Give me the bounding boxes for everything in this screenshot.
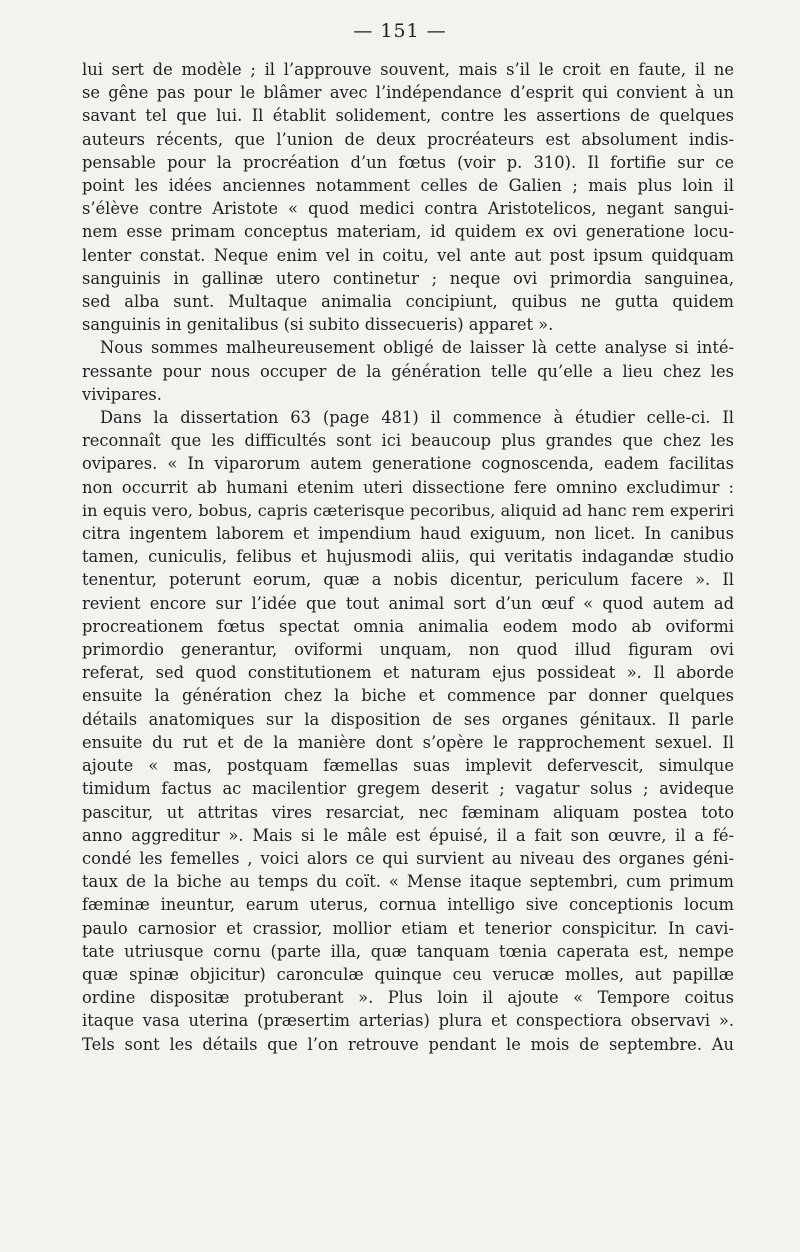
text-line: referat, sed quod constitutionem et naturam ejus possideat ». Il aborde [82, 663, 734, 683]
text-line: ensuite la génération chez la biche et commence par donner quelques [82, 686, 734, 706]
text-line: nem esse primam conceptus materiam, id quidem ex ovi generatione locu- [82, 222, 734, 242]
text-line: tenentur, poterunt eorum, quæ a nobis dicentur, periculum facere ». Il [82, 570, 734, 590]
text-line: lenter constat. Neque enim vel in coitu, vel ante aut post ipsum quidquam [82, 245, 734, 265]
text-line: détails anatomiques sur la disposition de ses organes génitaux. Il parle [82, 709, 734, 729]
text-line: sanguinis in genitalibus (si subito dissecueris) apparet ». [82, 315, 554, 335]
text-line: Nous sommes malheureusement obligé de laisser là cette analyse si inté- [100, 338, 734, 358]
text-line: anno aggreditur ». Mais si le mâle est épuisé, il a fait son œuvre, il a fé- [82, 825, 734, 845]
text-line: ajoute « mas, postquam fæmellas suas implevit defervescit, simulque [82, 756, 734, 776]
text-line: fæminæ ineuntur, earum uterus, cornua intelligo sive conceptionis locum [82, 895, 734, 915]
text-line: non occurrit ab humani etenim uteri dissectione fere omnino excludimur : [82, 477, 734, 497]
text-line: condé les femelles , voici alors ce qui survient au niveau des organes géni- [82, 848, 734, 868]
text-line: se gêne pas pour le blâmer avec l’indépendance d’esprit qui convient à un [82, 83, 734, 103]
text-line: point les idées anciennes notamment celles de Galien ; mais plus loin il [82, 176, 734, 196]
text-line: quæ spinæ objicitur) caronculæ quinque ceu verucæ molles, aut papillæ [82, 964, 734, 984]
text-line: ressante pour nous occuper de la génération telle qu’elle a lieu chez les [82, 361, 734, 381]
text-line: ovipares. « In viparorum autem generatione cognoscenda, eadem facilitas [82, 454, 734, 474]
text-line: tamen, cuniculis, felibus et hujusmodi aliis, qui veritatis indagandæ studio [82, 547, 734, 567]
text-line: Tels sont les détails que l’on retrouve pendant le mois de septembre. Au [82, 1034, 734, 1054]
text-line: tate utriusque cornu (parte illa, quæ tanquam tœnia caperata est, nempe [82, 941, 734, 961]
text-line: itaque vasa uterina (præsertim arterias) plura et conspectiora observavi ». [82, 1011, 734, 1031]
text-line: revient encore sur l’idée que tout animal sort d’un œuf « quod autem ad [82, 593, 734, 613]
text-line: auteurs récents, que l’union de deux procréateurs est absolument indis- [82, 129, 734, 149]
text-line: savant tel que lui. Il établit solidement, contre les assertions de quelques [82, 106, 734, 126]
text-line: sed alba sunt. Multaque animalia concipiunt, quibus ne gutta quidem [82, 292, 734, 312]
text-line: reconnaît que les difficultés sont ici beaucoup plus grandes que chez les [82, 431, 734, 451]
text-line: taux de la biche au temps du coït. « Mense itaque septembri, cum primum [82, 872, 734, 892]
text-line: procreationem fœtus spectat omnia animalia eodem modo ab oviformi [82, 616, 734, 636]
text-line: pascitur, ut attritas vires resarciat, nec fæminam aliquam postea toto [82, 802, 734, 822]
text-line: citra ingentem laborem et impendium haud exiguum, non licet. In canibus [82, 524, 734, 544]
page-number: — 151 — [353, 20, 447, 42]
text-line: s’élève contre Aristote « quod medici contra Aristotelicos, negant sangui- [82, 199, 734, 219]
body-text [82, 58, 734, 1056]
text-line: paulo carnosior et crassior, mollior etiam et tenerior conspicitur. In cavi- [82, 918, 734, 938]
text-line: vivipares. [82, 384, 162, 404]
text-line: pensable pour la procréation d’un fœtus (voir p. 310). Il fortifie sur ce [82, 152, 734, 172]
text-line: primordio generantur, oviformi unquam, non quod illud figuram ovi [82, 640, 734, 660]
text-line: ensuite du rut et de la manière dont s’opère le rapprochement sexuel. Il [82, 732, 734, 752]
text-line: ordine dispositæ protuberant ». Plus loin il ajoute « Tempore coitus [82, 988, 734, 1008]
text-line: Dans la dissertation 63 (page 481) il commence à étudier celle-ci. Il [100, 408, 734, 428]
text-line: lui sert de modèle ; il l’approuve souvent, mais s’il le croit en faute, il ne [82, 60, 734, 79]
text-line: in equis vero, bobus, capris cæterisque pecoribus, aliquid ad hanc rem experiri [82, 500, 734, 520]
text-line: timidum factus ac macilentior gregem deserit ; vagatur solus ; avideque [82, 779, 734, 799]
text-line: sanguinis in gallinæ utero continetur ; neque ovi primordia sanguinea, [82, 268, 734, 288]
